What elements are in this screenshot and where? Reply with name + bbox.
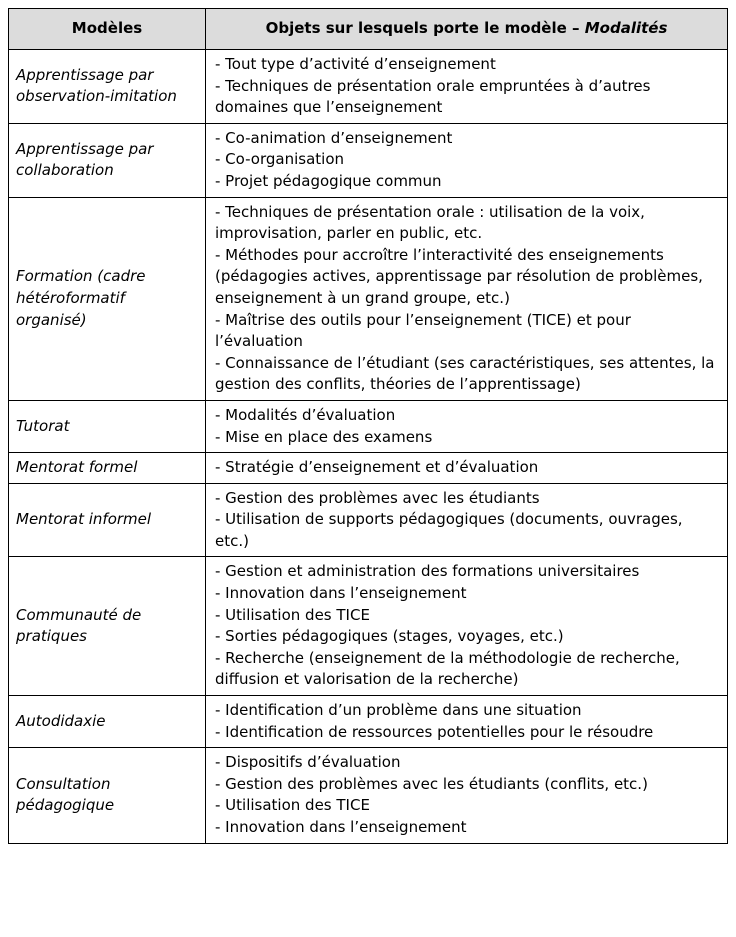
object-item: - Innovation dans l’enseignement: [215, 818, 467, 836]
model-name: Mentorat informel: [9, 483, 206, 557]
object-item: - Techniques de présentation orale empruntées à d’autres domaines que l’enseignement: [215, 76, 651, 117]
model-objects: [206, 696, 728, 748]
object-item: - Utilisation des TICE: [215, 605, 370, 624]
object-item: - Utilisation de supports pédagogiques (documents, ouvrages, etc.): [215, 510, 683, 550]
object-item: - Maîtrise des outils pour l’enseignement (TICE) et pour l’évaluation: [215, 310, 631, 351]
object-item: - Utilisation des TICE: [215, 796, 370, 815]
object-item: - Gestion des problèmes avec les étudiants: [215, 488, 540, 507]
model-name: Consultation pédagogique: [9, 748, 206, 843]
object-item: - Tout type d’activité d’enseignement: [215, 55, 496, 73]
table-row: [9, 696, 728, 748]
object-item: - Projet pédagogique commun: [215, 171, 442, 190]
object-item: - Sorties pédagogiques (stages, voyages, etc.): [215, 627, 564, 646]
model-name: Mentorat formel: [9, 453, 206, 484]
object-item: - Dispositifs d’évaluation: [215, 753, 401, 772]
object-item: - Méthodes pour accroître l’interactivité des enseignements (pédagogies actives, apprentissage par résolution de problèmes, enseignement à un grand groupe, etc.): [215, 245, 703, 307]
model-objects: [206, 50, 728, 124]
object-item: - Co-organisation: [215, 150, 345, 169]
table-row: [9, 123, 728, 197]
header-objects-main: Objets sur lesquels porte le modèle –: [265, 19, 585, 38]
object-item: - Connaissance de l’étudiant (ses caractéristiques, ses attentes, la gestion des conflits, théories de l’apprentissage): [215, 353, 715, 394]
object-item: - Identification de ressources potentielles pour le résoudre: [215, 722, 654, 741]
table-row: [9, 400, 728, 452]
model-name: Tutorat: [9, 400, 206, 452]
model-name: Autodidaxie: [9, 696, 206, 748]
model-objects: [206, 197, 728, 400]
object-item: - Gestion des problèmes avec les étudiants (conflits, etc.): [215, 774, 648, 793]
model-name: Apprentissage par observation-imitation: [9, 50, 206, 124]
object-item: - Innovation dans l’enseignement: [215, 584, 467, 603]
object-item: - Recherche (enseignement de la méthodologie de recherche, diffusion et valorisation de la recherche): [215, 648, 680, 689]
table-row: [9, 197, 728, 400]
object-item: - Co-animation d’enseignement: [215, 128, 453, 147]
table-row: [9, 748, 728, 843]
header-models: Modèles: [9, 9, 206, 50]
model-objects: [206, 483, 728, 557]
header-objects: [206, 9, 728, 50]
header-row: [9, 9, 728, 50]
model-objects: [206, 557, 728, 696]
object-item: - Modalités d’évaluation: [215, 405, 396, 424]
object-item: - Techniques de présentation orale : utilisation de la voix, improvisation, parler en public, etc.: [215, 202, 645, 243]
table-row: [9, 557, 728, 696]
object-item: - Gestion et administration des formations universitaires: [215, 562, 640, 581]
table-row: [9, 453, 728, 484]
table-row: [9, 483, 728, 557]
table-row: [9, 50, 728, 124]
object-item: - Stratégie d’enseignement et d’évaluation: [215, 458, 539, 477]
header-objects-modalites: Modalités: [584, 19, 668, 38]
model-name: Communauté de pratiques: [9, 557, 206, 696]
model-name: Apprentissage par collaboration: [9, 123, 206, 197]
model-objects: [206, 748, 728, 843]
object-item: - Mise en place des examens: [215, 427, 433, 446]
models-table: [8, 8, 728, 844]
model-name: Formation (cadre hétéroformatif organisé): [9, 197, 206, 400]
object-item: - Identification d’un problème dans une situation: [215, 701, 582, 720]
model-objects: [206, 400, 728, 452]
model-objects: [206, 123, 728, 197]
model-objects: [206, 453, 728, 484]
